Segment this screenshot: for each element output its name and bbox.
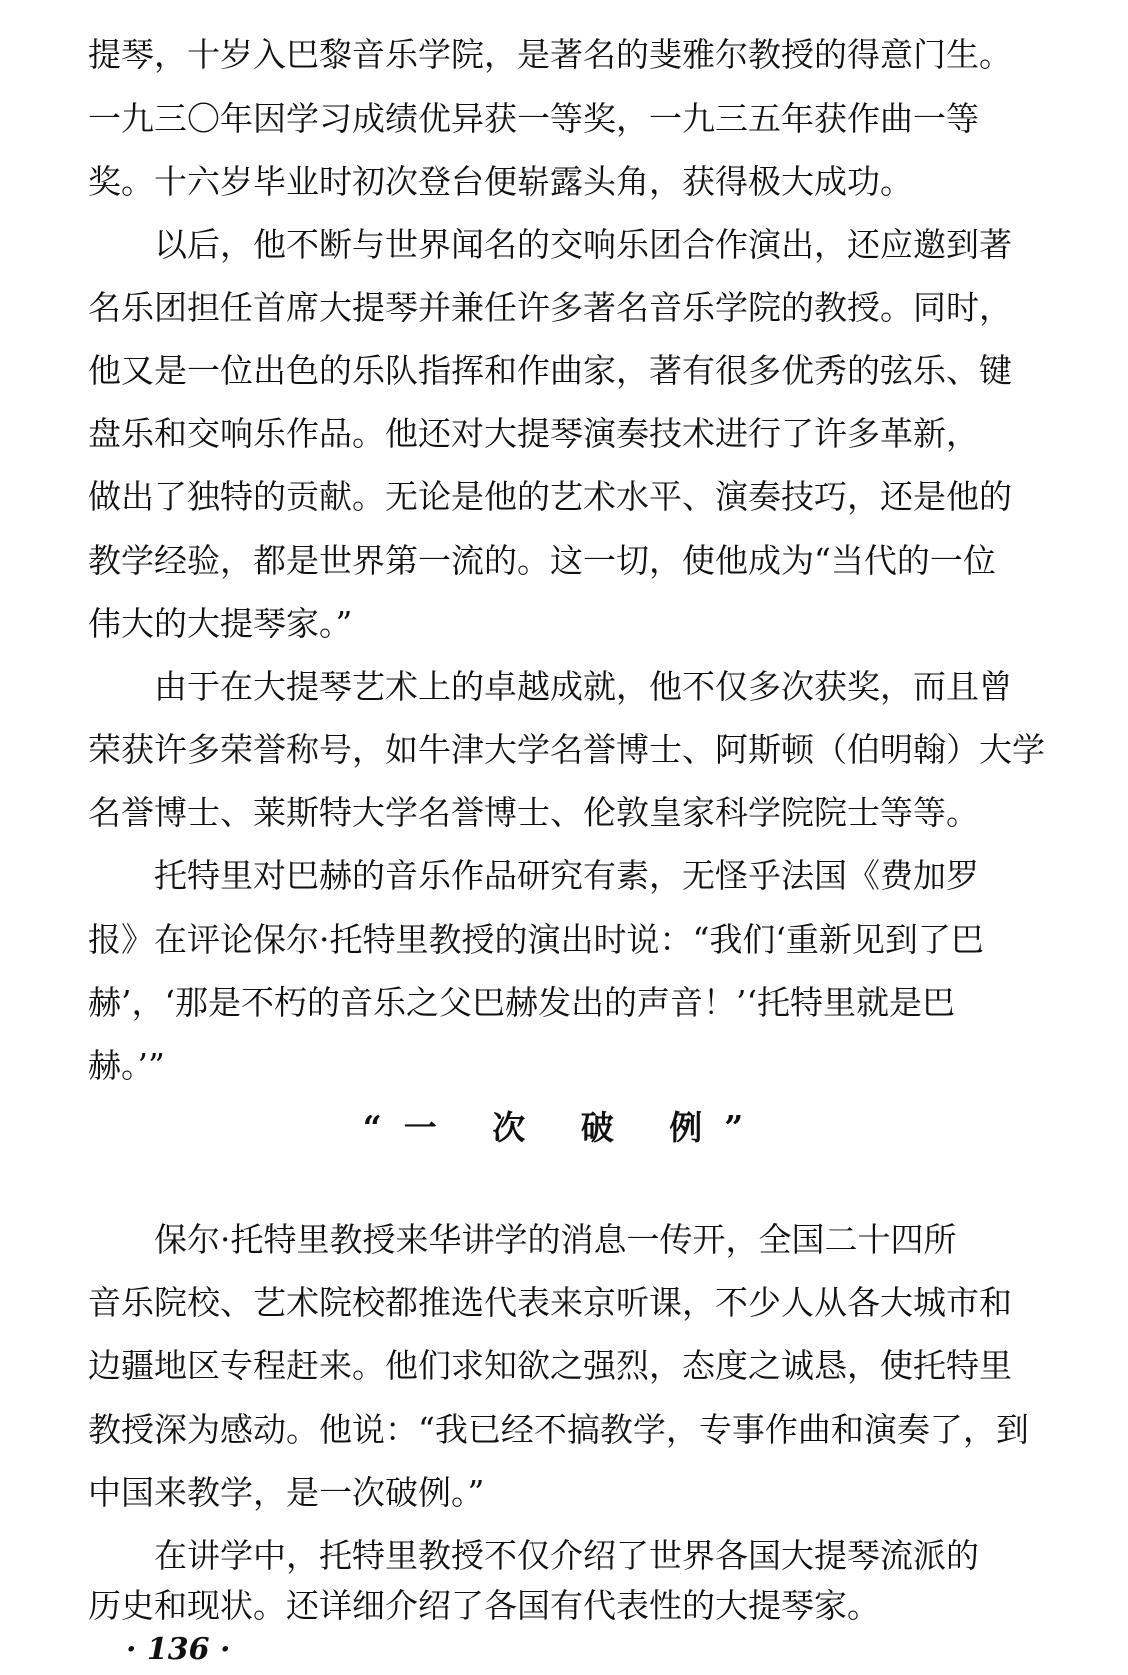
text-line: 名誉博士、莱斯特大学名誉博士、伦敦皇家科学院院士等等。 bbox=[88, 793, 979, 832]
text-line: 教授深为感动。他说：“我已经不搞教学，专事作曲和演奏了，到 bbox=[88, 1410, 1029, 1449]
page-number: · 136 · bbox=[126, 1632, 231, 1667]
section-heading: “一 次 破 例” bbox=[362, 1108, 766, 1147]
text-line: 以后，他不断与世界闻名的交响乐团合作演出，还应邀到著 bbox=[88, 225, 1012, 264]
text-line: 名乐团担任首席大提琴并兼任许多著名音乐学院的教授。同时， bbox=[88, 288, 1012, 327]
text-line: 他又是一位出色的乐队指挥和作曲家，著有很多优秀的弦乐、键 bbox=[88, 351, 1012, 390]
text-line: 奖。十六岁毕业时初次登台便崭露头角，获得极大成功。 bbox=[88, 162, 913, 201]
text-line: 一九三〇年因学习成绩优异获一等奖，一九三五年获作曲一等 bbox=[88, 99, 979, 138]
text-line: 中国来教学，是一次破例。” bbox=[88, 1473, 485, 1512]
text-line: 提琴，十岁入巴黎音乐学院，是著名的斐雅尔教授的得意门生。 bbox=[88, 35, 1012, 74]
text-line: 荣获许多荣誉称号，如牛津大学名誉博士、阿斯顿（伯明翰）大学 bbox=[88, 730, 1045, 769]
text-line: 保尔·托特里教授来华讲学的消息一传开，全国二十四所 bbox=[88, 1220, 957, 1259]
text-line: 伟大的大提琴家。” bbox=[88, 604, 353, 643]
text-line: 历史和现状。还详细介绍了各国有代表性的大提琴家。 bbox=[88, 1586, 880, 1625]
text-line: 赫。’” bbox=[88, 1046, 165, 1085]
text-line: 教学经验，都是世界第一流的。这一切，使他成为“当代的一位 bbox=[88, 541, 996, 580]
text-line: 在讲学中，托特里教授不仅介绍了世界各国大提琴流派的 bbox=[88, 1536, 979, 1575]
text-line: 盘乐和交响乐作品。他还对大提琴演奏技术进行了许多革新， bbox=[88, 414, 979, 453]
text-line: 边疆地区专程赶来。他们求知欲之强烈，态度之诚恳，使托特里 bbox=[88, 1346, 1012, 1385]
text-line: 托特里对巴赫的音乐作品研究有素，无怪乎法国《费加罗 bbox=[88, 856, 979, 895]
text-line: 由于在大提琴艺术上的卓越成就，他不仅多次获奖，而且曾 bbox=[88, 667, 1012, 706]
text-line: 赫’，‘那是不朽的音乐之父巴赫发出的声音！’‘托特里就是巴 bbox=[88, 983, 955, 1022]
text-line: 报》在评论保尔·托特里教授的演出时说：“我们‘重新见到了巴 bbox=[88, 920, 984, 959]
text-line: 做出了独特的贡献。无论是他的艺术水平、演奏技巧，还是他的 bbox=[88, 477, 1012, 516]
text-line: 音乐院校、艺术院校都推选代表来京听课，不少人从各大城市和 bbox=[88, 1283, 1012, 1322]
